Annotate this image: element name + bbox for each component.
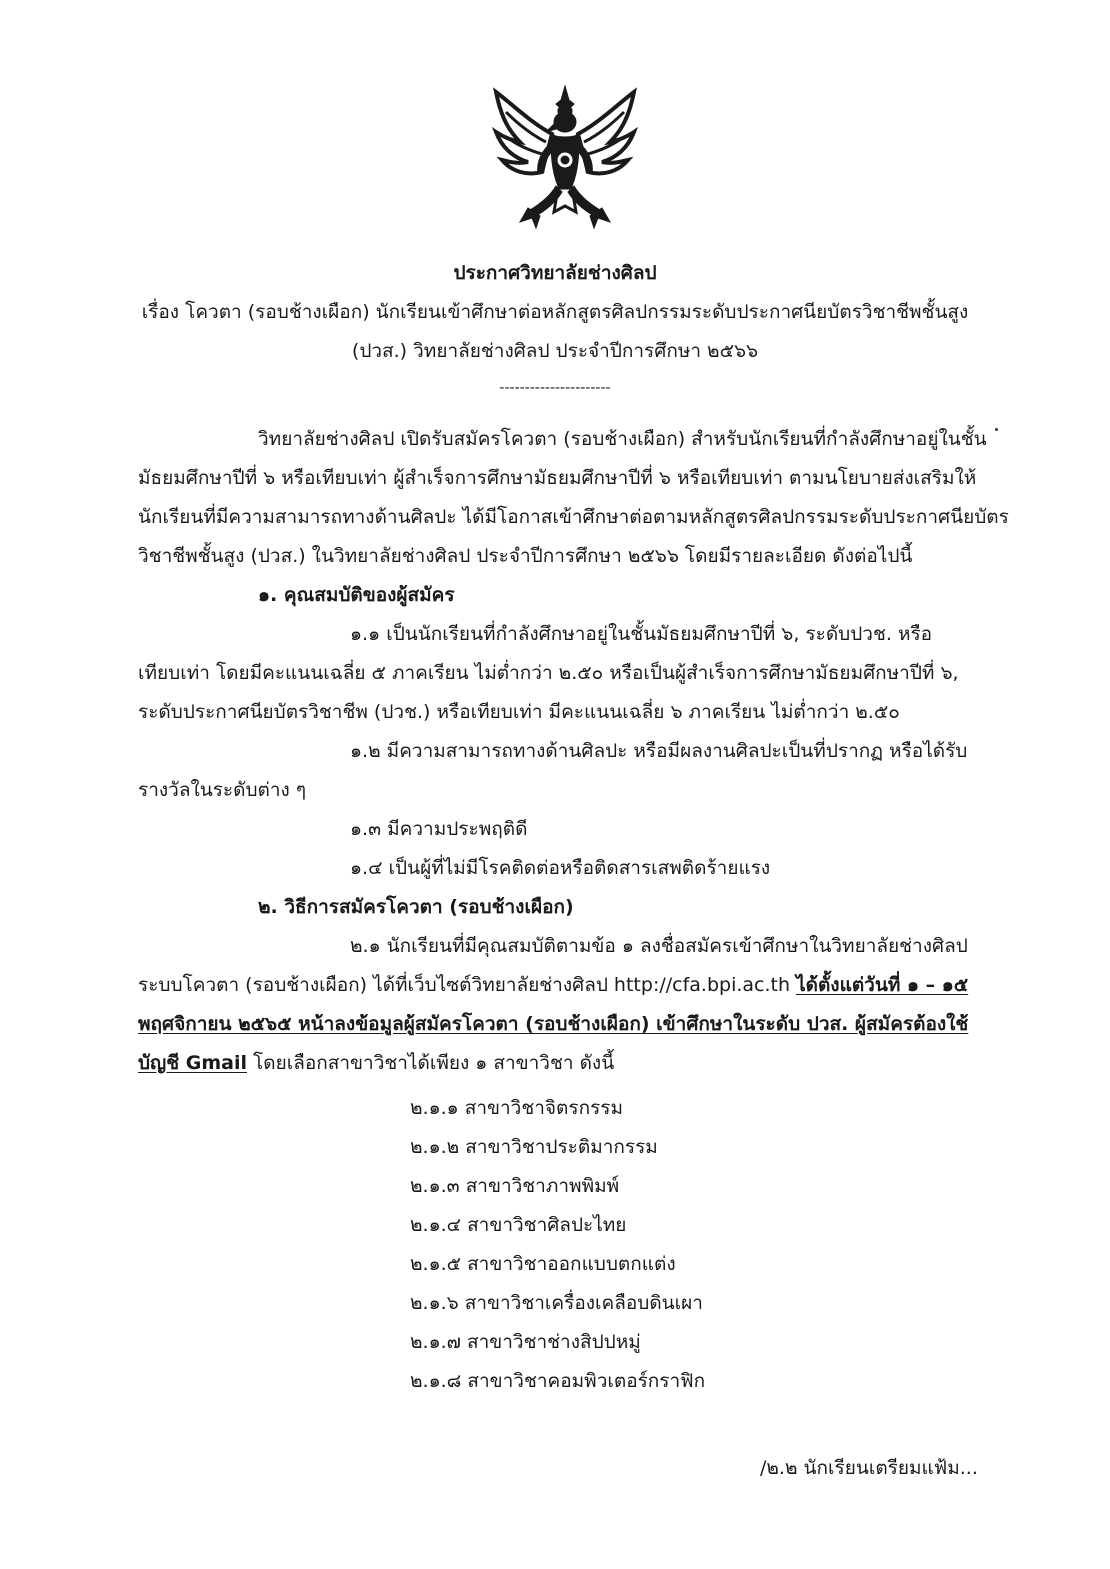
major-item: ๒.๑.๓ สาขาวิชาภาพพิมพ์ <box>410 1175 620 1197</box>
section-2-item-1-line-1: ๒.๑ นักเรียนที่มีคุณสมบัติตามข้อ ๑ ลงชื่อสมัครเข้าศึกษาในวิทยาลัยช่างศิลป <box>350 935 968 957</box>
major-item: ๒.๑.๒ สาขาวิชาประติมากรรม <box>410 1136 658 1158</box>
scan-speck <box>995 428 998 431</box>
application-period-start: ได้ตั้งแต่วันที่ ๑ – ๑๕ <box>796 974 969 996</box>
website-text: ระบบโควตา (รอบช้างเผือก) ได้ที่เว็บไซต์วิทยาลัยช่างศิลป http://cfa.bpi.ac.th <box>138 974 797 996</box>
section-1-item-1-line-3: ระดับประกาศนียบัตรวิชาชีพ (ปวช.) หรือเทียบเท่า มีคะแนนเฉลี่ย ๖ ภาคเรียน ไม่ต่ำกว่า ๒.๕๐ <box>138 701 900 723</box>
garuda-emblem-icon <box>490 82 640 232</box>
intro-line-1: วิทยาลัยช่างศิลป เปิดรับสมัครโควตา (รอบช้างเผือก) สำหรับนักเรียนที่กำลังศึกษาอยู่ในชั้น <box>258 428 987 450</box>
intro-line-4: วิชาชีพชั้นสูง (ปวส.) ในวิทยาลัยช่างศิลป ประจำปีการศึกษา ๒๕๖๖ โดยมีรายละเอียด ดังต่อไปนี้ <box>138 545 913 567</box>
subject-line-1: เรื่อง โควตา (รอบช้างเผือก) นักเรียนเข้าศึกษาต่อหลักสูตรศิลปกรรมระดับประกาศนียบัตรวิชาชีพชั้นสูง <box>141 301 969 323</box>
section-1-item-4: ๑.๔ เป็นผู้ที่ไม่มีโรคติดต่อหรือติดสารเสพติดร้ายแรง <box>350 857 771 879</box>
major-item: ๒.๑.๔ สาขาวิชาศิลปะไทย <box>410 1214 627 1236</box>
application-period-details: พฤศจิกายน ๒๕๖๕ หน้าลงข้อมูลผู้สมัครโควตา (รอบช้างเผือก) เข้าศึกษาในระดับ ปวส. ผู้สมัครต้องใช้ <box>138 1013 969 1035</box>
major-item: ๒.๑.๗ สาขาวิชาช่างสิปปหมู่ <box>410 1331 641 1353</box>
section-2-item-1-line-2 <box>138 972 968 998</box>
section-1-heading: ๑. คุณสมบัติของผู้สมัคร <box>258 584 455 606</box>
section-1-item-1-line-1: ๑.๑ เป็นนักเรียนที่กำลังศึกษาอยู่ในชั้นมัธยมศึกษาปีที่ ๖, ระดับปวช. หรือ <box>350 623 933 645</box>
intro-line-2: มัธยมศึกษาปีที่ ๖ หรือเทียบเท่า ผู้สำเร็จการศึกษามัธยมศึกษาปีที่ ๖ หรือเทียบเท่า ตามนโยบายส่งเสริมให้ <box>138 467 977 489</box>
continuation-note: /๒.๒ นักเรียนเตรียมแฟ้ม... <box>760 1457 978 1479</box>
major-selection-text: โดยเลือกสาขาวิชาได้เพียง ๑ สาขาวิชา ดังนี้ <box>247 1052 615 1074</box>
section-1-item-3: ๑.๓ มีความประพฤติดี <box>350 818 528 840</box>
section-1-item-2-line-2: รางวัลในระดับต่าง ๆ <box>138 779 307 801</box>
intro-line-3: นักเรียนที่มีความสามารถทางด้านศิลปะ ได้มีโอกาสเข้าศึกษาต่อตามหลักสูตรศิลปกรรมระดับประกาศนียบัตร <box>138 506 1009 528</box>
section-2-item-1-line-4 <box>138 1050 614 1076</box>
major-item: ๒.๑.๑ สาขาวิชาจิตรกรรม <box>410 1097 624 1119</box>
section-2-heading: ๒. วิธีการสมัครโควตา (รอบช้างเผือก) <box>258 896 574 918</box>
subject-line-2: (ปวส.) วิทยาลัยช่างศิลป ประจำปีการศึกษา ๒๕๖๖ <box>351 340 759 362</box>
section-1-item-1-line-2: เทียบเท่า โดยมีคะแนนเฉลี่ย ๕ ภาคเรียน ไม่ต่ำกว่า ๒.๕๐ หรือเป็นผู้สำเร็จการศึกษามัธยมศึกษาปีที่ ๖, <box>138 662 959 684</box>
announcement-title: ประกาศวิทยาลัยช่างศิลป <box>453 262 657 284</box>
major-item: ๒.๑.๖ สาขาวิชาเครื่องเคลือบดินเผา <box>410 1292 703 1314</box>
section-1-item-2-line-1: ๑.๒ มีความสามารถทางด้านศิลปะ หรือมีผลงานศิลปะเป็นที่ปรากฏ หรือได้รับ <box>350 740 968 762</box>
major-item: ๒.๑.๘ สาขาวิชาคอมพิวเตอร์กราฟิก <box>410 1370 706 1392</box>
gmail-requirement: บัญชี Gmail <box>138 1052 247 1074</box>
header-divider: ---------------------- <box>499 380 611 396</box>
major-item: ๒.๑.๕ สาขาวิชาออกแบบตกแต่ง <box>410 1253 676 1275</box>
